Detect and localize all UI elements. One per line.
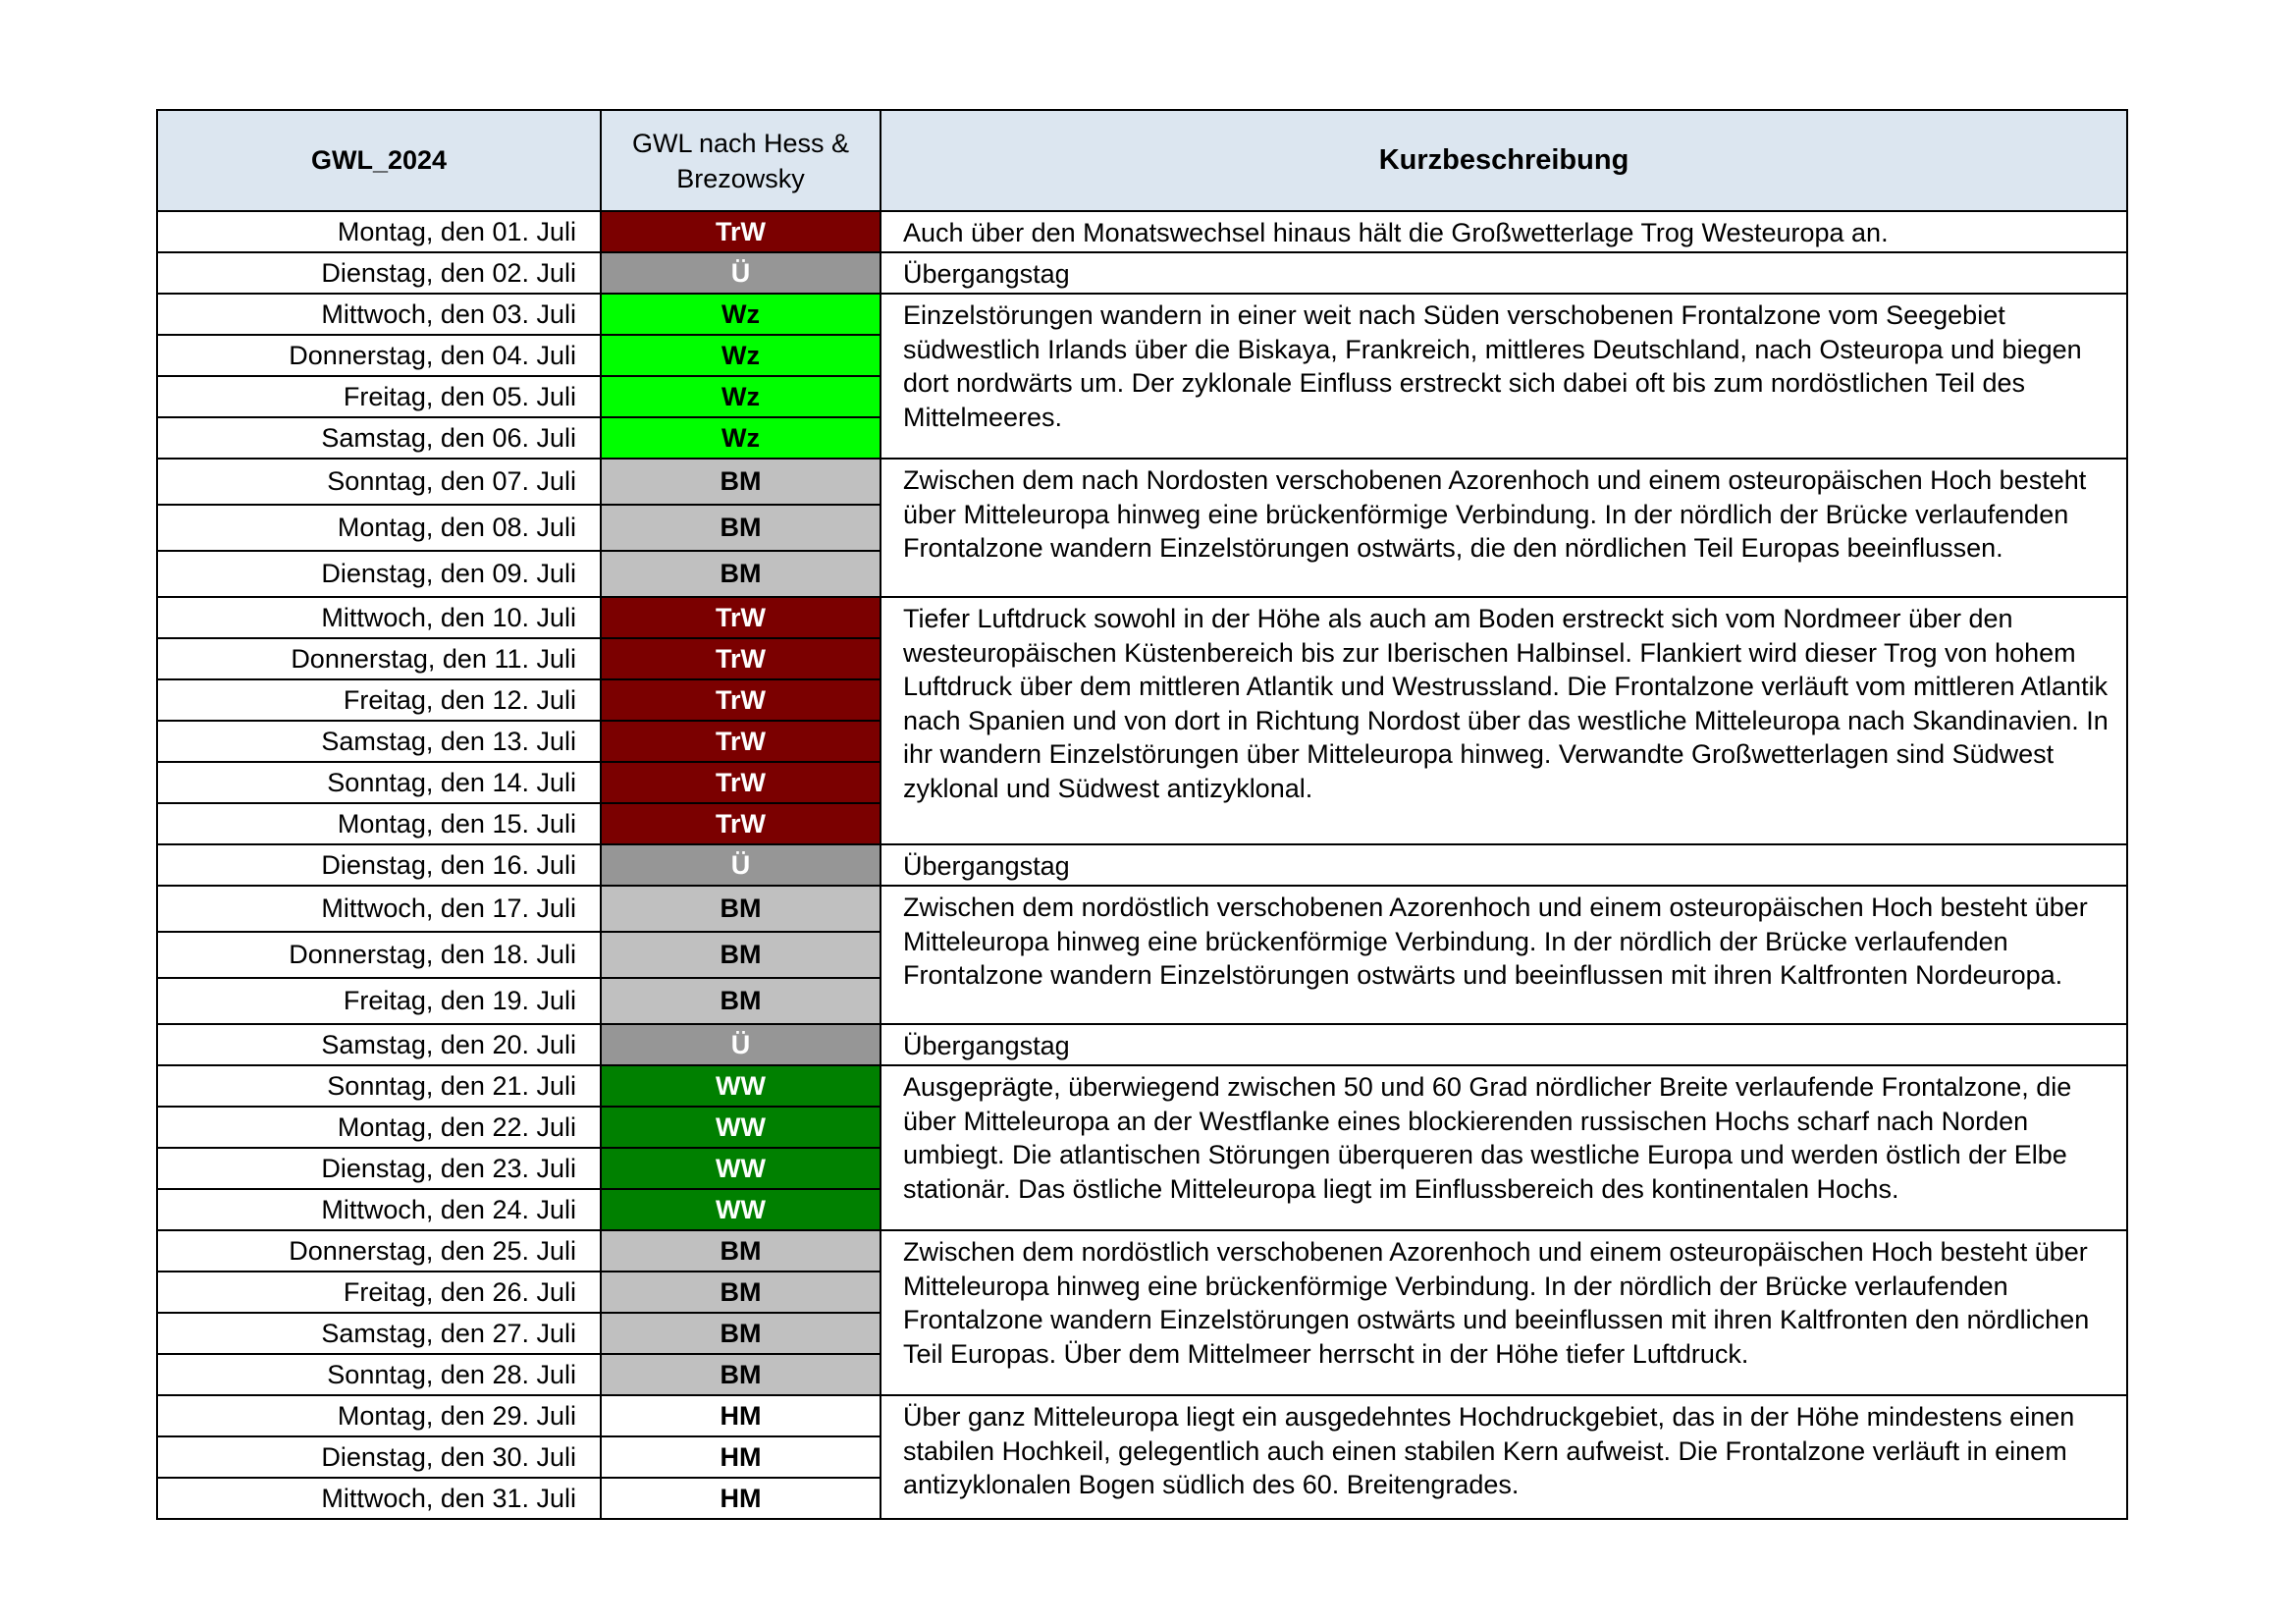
date-cell: Mittwoch, den 10. Juli xyxy=(157,597,601,638)
date-cell: Sonntag, den 28. Juli xyxy=(157,1354,601,1395)
description-cell: Einzelstörungen wandern in einer weit nach Süden verschobenen Frontalzone vom Seegebiet südwestlich Irlands über die Biskaya, Frankreich, mittleres Deutschland, nach Osteuropa und biegen dort nordwärts um. Der zyklonale Einfluss erstreckt sich dabei oft bis zum nordöstlichen Teil des Mittelmeeres. xyxy=(881,294,2127,459)
gwl-code-cell: Ü xyxy=(601,1024,881,1065)
date-cell: Samstag, den 06. Juli xyxy=(157,417,601,459)
gwl-code-cell: Wz xyxy=(601,417,881,459)
date-cell: Sonntag, den 07. Juli xyxy=(157,459,601,505)
gwl-code-cell: BM xyxy=(601,459,881,505)
description-cell: Übergangstag xyxy=(881,1024,2127,1065)
date-cell: Donnerstag, den 25. Juli xyxy=(157,1230,601,1272)
header-kurzbeschreibung: Kurzbeschreibung xyxy=(881,110,2127,211)
date-cell: Samstag, den 27. Juli xyxy=(157,1313,601,1354)
gwl-code-cell: TrW xyxy=(601,597,881,638)
date-cell: Freitag, den 12. Juli xyxy=(157,679,601,721)
date-cell: Dienstag, den 30. Juli xyxy=(157,1436,601,1478)
gwl-code-cell: Ü xyxy=(601,252,881,294)
header-gwl-2024: GWL_2024 xyxy=(157,110,601,211)
table-body xyxy=(157,211,2127,1519)
gwl-code-cell: HM xyxy=(601,1436,881,1478)
gwl-code-cell: TrW xyxy=(601,721,881,762)
description-cell: Tiefer Luftdruck sowohl in der Höhe als auch am Boden erstreckt sich vom Nordmeer über den westeuropäischen Küstenbereich bis zur Iberischen Halbinsel. Flankiert wird dieser Trog von hohem Luftdruck über dem mittleren Atlantik und Westrussland. Die Frontalzone verläuft vom mittleren Atlantik nach Spanien und von dort in Richtung Nordost über das westliche Mitteleuropa nach Skandinavien. In ihr wandern Einzelstörungen über Mitteleuropa hinweg. Verwandte Großwetterlagen sind Südwest zyklonal und Südwest antizyklonal. xyxy=(881,597,2127,844)
description-cell: Zwischen dem nach Nordosten verschobenen Azorenhoch und einem osteuropäischen Hoch besteht über Mitteleuropa hinweg eine brückenförmige Verbindung. In der nördlich der Brücke verlaufenden Frontalzone wandern Einzelstörungen ostwärts, die den nördlichen Teil Europas beeinflussen. xyxy=(881,459,2127,597)
date-cell: Dienstag, den 16. Juli xyxy=(157,844,601,886)
gwl-code-cell: BM xyxy=(601,932,881,978)
gwl-code-cell: BM xyxy=(601,1272,881,1313)
table-row xyxy=(157,252,2127,294)
date-cell: Mittwoch, den 31. Juli xyxy=(157,1478,601,1519)
gwl-table xyxy=(156,109,2128,1520)
date-cell: Montag, den 22. Juli xyxy=(157,1107,601,1148)
date-cell: Donnerstag, den 11. Juli xyxy=(157,638,601,679)
gwl-code-cell: BM xyxy=(601,978,881,1024)
description-cell: Zwischen dem nordöstlich verschobenen Azorenhoch und einem osteuropäischen Hoch besteht über Mitteleuropa hinweg eine brückenförmige Verbindung. In der nördlich der Brücke verlaufenden Frontalzone wandern Einzelstörungen ostwärts und beeinflussen mit ihren Kaltfronten Nordeuropa. xyxy=(881,886,2127,1024)
gwl-code-cell: Wz xyxy=(601,294,881,335)
gwl-code-cell: Ü xyxy=(601,844,881,886)
table-row xyxy=(157,1395,2127,1436)
gwl-code-cell: BM xyxy=(601,551,881,597)
date-cell: Mittwoch, den 03. Juli xyxy=(157,294,601,335)
gwl-code-cell: TrW xyxy=(601,679,881,721)
gwl-code-cell: Wz xyxy=(601,376,881,417)
date-cell: Donnerstag, den 04. Juli xyxy=(157,335,601,376)
gwl-code-cell: BM xyxy=(601,1313,881,1354)
date-cell: Montag, den 15. Juli xyxy=(157,803,601,844)
gwl-code-cell: Wz xyxy=(601,335,881,376)
gwl-code-cell: TrW xyxy=(601,803,881,844)
date-cell: Dienstag, den 09. Juli xyxy=(157,551,601,597)
gwl-code-cell: TrW xyxy=(601,638,881,679)
date-cell: Freitag, den 05. Juli xyxy=(157,376,601,417)
date-cell: Mittwoch, den 24. Juli xyxy=(157,1189,601,1230)
date-cell: Samstag, den 13. Juli xyxy=(157,721,601,762)
date-cell: Montag, den 01. Juli xyxy=(157,211,601,252)
description-cell: Übergangstag xyxy=(881,844,2127,886)
table-row xyxy=(157,597,2127,638)
gwl-code-cell: WW xyxy=(601,1065,881,1107)
date-cell: Donnerstag, den 18. Juli xyxy=(157,932,601,978)
gwl-code-cell: HM xyxy=(601,1395,881,1436)
header-row xyxy=(157,110,2127,211)
table-row xyxy=(157,1230,2127,1272)
gwl-code-cell: BM xyxy=(601,886,881,932)
description-cell: Auch über den Monatswechsel hinaus hält die Großwetterlage Trog Westeuropa an. xyxy=(881,211,2127,252)
date-cell: Samstag, den 20. Juli xyxy=(157,1024,601,1065)
description-cell: Übergangstag xyxy=(881,252,2127,294)
date-cell: Montag, den 29. Juli xyxy=(157,1395,601,1436)
date-cell: Freitag, den 26. Juli xyxy=(157,1272,601,1313)
table-row xyxy=(157,294,2127,335)
gwl-code-cell: BM xyxy=(601,505,881,551)
table-row xyxy=(157,1024,2127,1065)
date-cell: Montag, den 08. Juli xyxy=(157,505,601,551)
description-cell: Zwischen dem nordöstlich verschobenen Azorenhoch und einem osteuropäischen Hoch besteht über Mitteleuropa hinweg eine brückenförmige Verbindung. In der nördlich der Brücke verlaufenden Frontalzone wandern Einzelstörungen ostwärts und beeinflussen mit ihren Kaltfronten den nördlichen Teil Europas. Über dem Mittelmeer herrscht in der Höhe tiefer Luftdruck. xyxy=(881,1230,2127,1395)
gwl-code-cell: WW xyxy=(601,1107,881,1148)
description-cell: Über ganz Mitteleuropa liegt ein ausgedehntes Hochdruckgebiet, das in der Höhe mindestens einen stabilen Hochkeil, gelegentlich auch einen stabilen Kern aufweist. Die Frontalzone verläuft in einem antizyklonalen Bogen südlich des 60. Breitengrades. xyxy=(881,1395,2127,1519)
date-cell: Dienstag, den 02. Juli xyxy=(157,252,601,294)
date-cell: Sonntag, den 21. Juli xyxy=(157,1065,601,1107)
header-gwl-hess-brezowsky: GWL nach Hess & Brezowsky xyxy=(601,110,881,211)
date-cell: Sonntag, den 14. Juli xyxy=(157,762,601,803)
gwl-code-cell: BM xyxy=(601,1230,881,1272)
description-cell: Ausgeprägte, überwiegend zwischen 50 und 60 Grad nördlicher Breite verlaufende Frontalzone, die über Mitteleuropa an der Westflanke eines blockierenden russischen Hochs scharf nach Norden umbiegt. Die atlantischen Störungen überqueren das westliche Europa und werden östlich der Elbe stationär. Das östliche Mitteleuropa liegt im Einflussbereich des kontinentalen Hochs. xyxy=(881,1065,2127,1230)
gwl-code-cell: TrW xyxy=(601,211,881,252)
table-row xyxy=(157,211,2127,252)
table-row xyxy=(157,844,2127,886)
table-row xyxy=(157,459,2127,505)
gwl-code-cell: HM xyxy=(601,1478,881,1519)
table-row xyxy=(157,1065,2127,1107)
gwl-code-cell: BM xyxy=(601,1354,881,1395)
gwl-code-cell: TrW xyxy=(601,762,881,803)
table-row xyxy=(157,886,2127,932)
gwl-code-cell: WW xyxy=(601,1189,881,1230)
date-cell: Dienstag, den 23. Juli xyxy=(157,1148,601,1189)
gwl-code-cell: WW xyxy=(601,1148,881,1189)
date-cell: Mittwoch, den 17. Juli xyxy=(157,886,601,932)
date-cell: Freitag, den 19. Juli xyxy=(157,978,601,1024)
